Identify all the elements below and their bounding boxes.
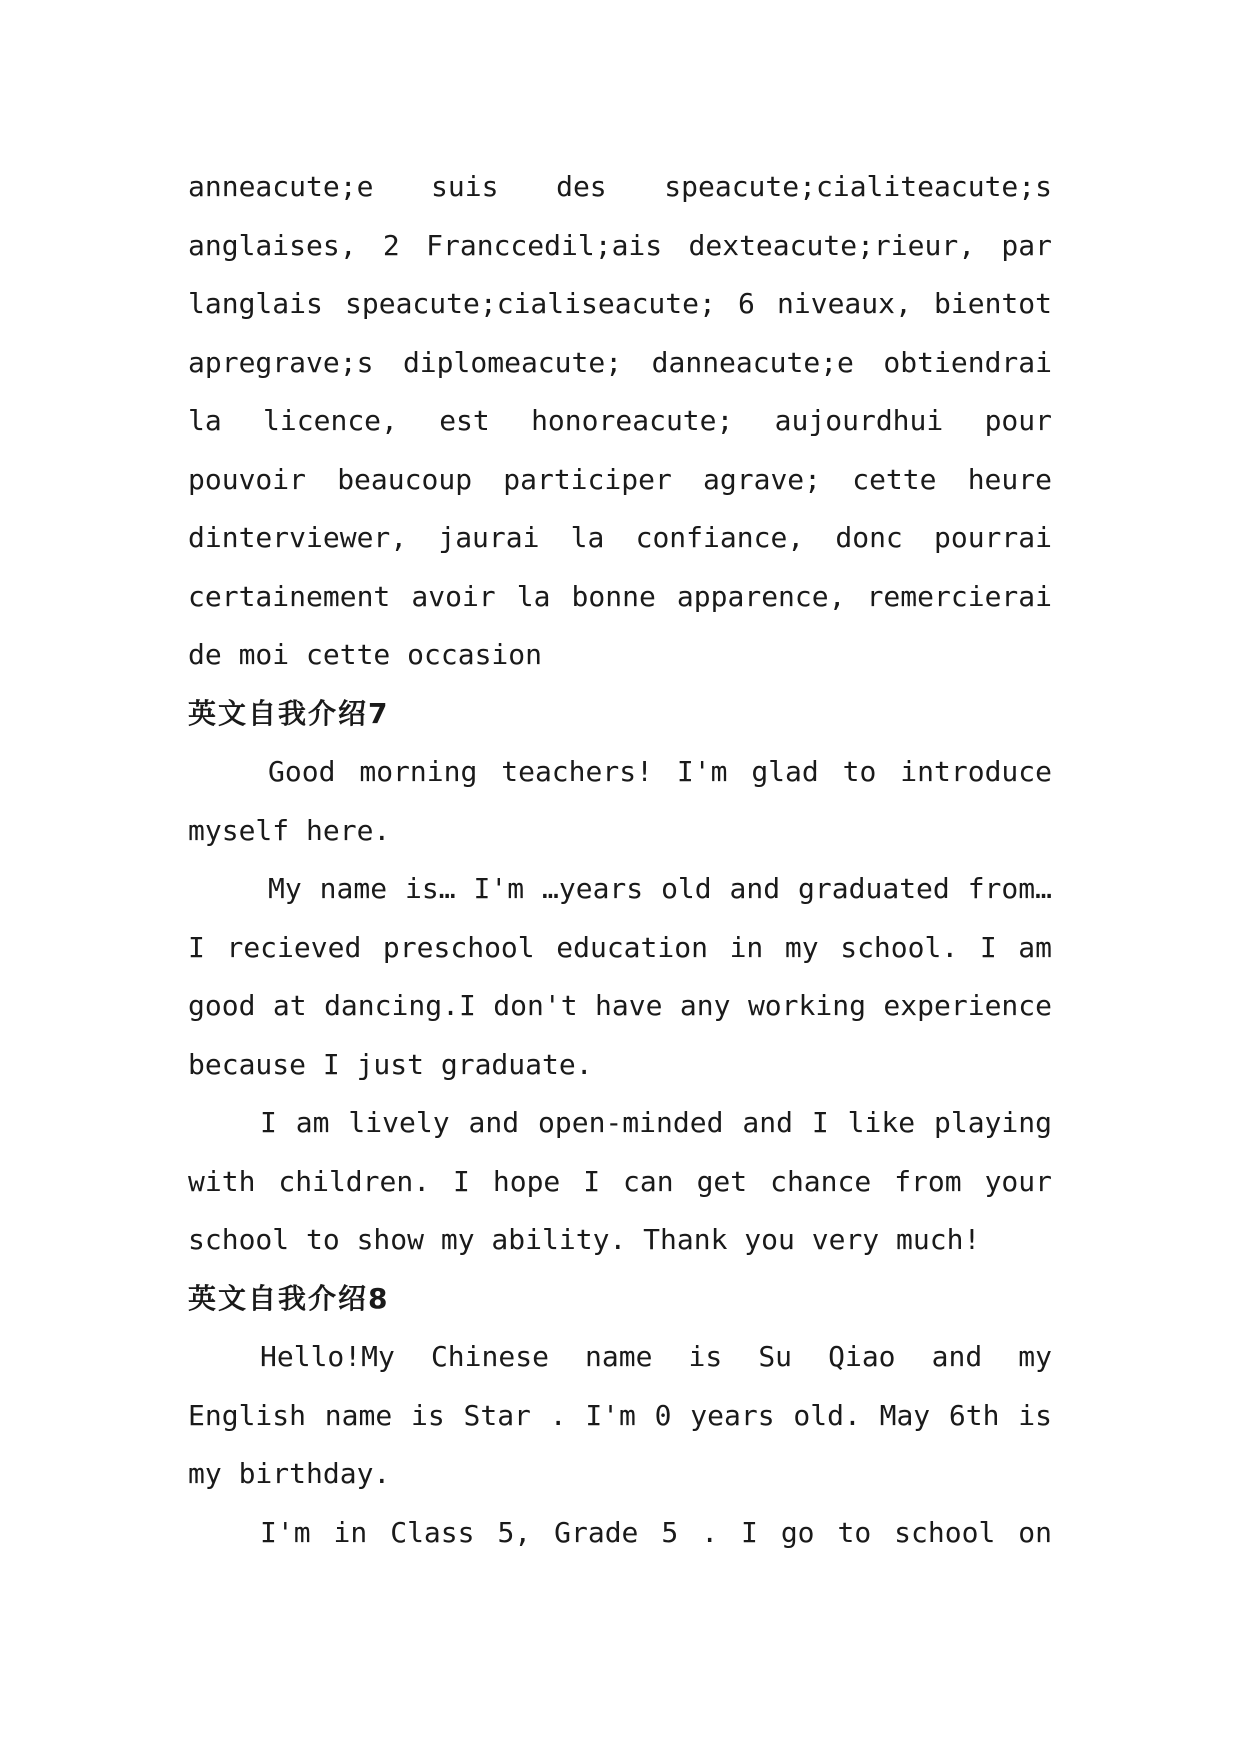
document-page [188, 158, 1052, 1562]
paragraph-french-intro: anneacute;e suis des speacute;cialiteacute;s anglaises, 2 Franccedil;ais dexteacute;rieur, par langlais speacute;cialiseacute; 6 niveaux, bientot apregrave;s diplomeacute; danneacute;e obtiendrai la licence, est honoreacute; aujourdhui pour pouvoir beaucoup participer agrave; cette heure dinterviewer, jaurai la confiance, donc pourrai certainement avoir la bonne apparence, remercierai de moi cette occasion [188, 170, 1052, 671]
paragraph-background: My name is… I'm …years old and graduated from… I recieved preschool education in my school. I am good at dancing.I don't have any working experience because I just graduate. [188, 872, 1052, 1081]
paragraph-name-age: Hello!My Chinese name is Su Qiao and my English name is Star . I'm 0 years old. May 6th is my birthday. [188, 1340, 1052, 1490]
paragraph-personality: I am lively and open-minded and I like playing with children. I hope I can get chance from your school to show my ability. Thank you very much! [188, 1106, 1052, 1256]
paragraph-greeting: Good morning teachers! I'm glad to introduce myself here. [188, 755, 1052, 847]
section-heading-7: 英文自我介绍7 [188, 696, 390, 730]
section-heading-8: 英文自我介绍8 [188, 1281, 390, 1315]
paragraph-class-grade: I'm in Class 5, Grade 5 . I go to school on [260, 1515, 1052, 1549]
